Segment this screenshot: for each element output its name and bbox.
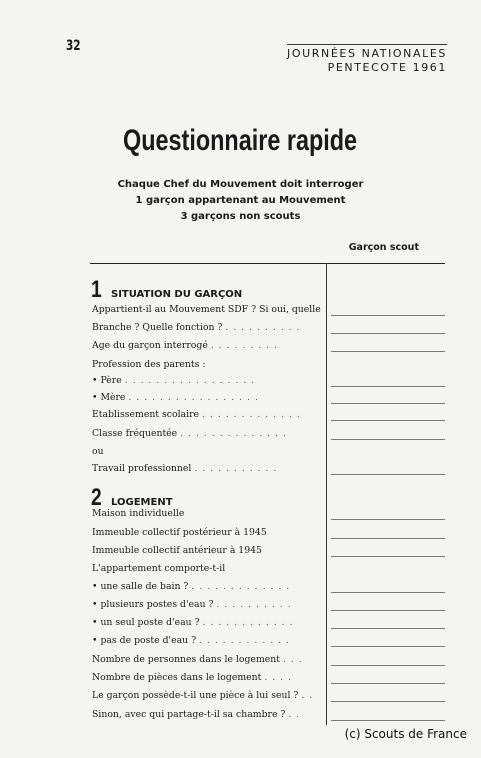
question: ou xyxy=(92,446,104,457)
answer-line[interactable] xyxy=(331,519,445,520)
page-title xyxy=(0,124,481,158)
question: Nombre de pièces dans le logement . . . . xyxy=(92,672,293,683)
answer-line[interactable] xyxy=(331,701,445,702)
question: Le garçon possède-t-il une pièce à lui seul ? . . xyxy=(92,690,314,701)
answer-line[interactable] xyxy=(331,683,445,684)
question: • un seul poste d'eau ? . . . . . . . . . . . . xyxy=(92,617,294,628)
copyright-watermark: (c) Scouts de France xyxy=(344,727,467,741)
answer-line[interactable] xyxy=(331,333,445,334)
instruction-line: 1 garçon appartenant au Mouvement xyxy=(135,195,346,206)
answer-line[interactable] xyxy=(331,556,445,557)
table-top-rule xyxy=(90,263,445,264)
question: Age du garçon interrogé . . . . . . . . . xyxy=(92,340,279,351)
question: • une salle de bain ? . . . . . . . . . . . . . xyxy=(92,581,291,592)
question: • plusieurs postes d'eau ? . . . . . . . . . . xyxy=(92,599,292,610)
question: Profession des parents : xyxy=(92,359,206,370)
question: Sinon, avec qui partage-t-il sa chambre ? . . xyxy=(92,709,301,720)
instructions xyxy=(0,177,481,225)
question: Immeuble collectif postérieur à 1945 xyxy=(92,527,267,538)
answer-line[interactable] xyxy=(331,439,445,440)
answer-line[interactable] xyxy=(331,720,445,721)
question: Appartient-il au Mouvement SDF ? Si oui, quelle xyxy=(92,304,321,315)
question: Immeuble collectif antérieur à 1945 xyxy=(92,545,262,556)
answer-line[interactable] xyxy=(331,646,445,647)
event-header xyxy=(287,44,447,75)
instruction-line: Chaque Chef du Mouvement doit interroger xyxy=(117,179,364,190)
question: Nombre de personnes dans le logement . . . xyxy=(92,654,303,665)
answer-line[interactable] xyxy=(331,665,445,666)
question: Travail professionnel . . . . . . . . . . . xyxy=(92,463,278,474)
answer-column-rule xyxy=(326,263,327,725)
page-title-text: Questionnaire rapide xyxy=(123,124,358,157)
question: • Mère . . . . . . . . . . . . . . . . . xyxy=(92,392,259,403)
event-line-2: PENTECOTE 1961 xyxy=(327,61,447,74)
question: Etablissement scolaire . . . . . . . . . . . . . xyxy=(92,409,301,420)
column-header: Garçon scout xyxy=(348,242,419,253)
answer-line[interactable] xyxy=(331,592,445,593)
question: • Père . . . . . . . . . . . . . . . . . xyxy=(92,375,256,386)
section-label: SITUATION DU GARÇON xyxy=(111,289,243,300)
section-heading xyxy=(91,276,243,303)
answer-line[interactable] xyxy=(331,610,445,611)
instruction-line: 3 garçons non scouts xyxy=(180,211,301,222)
section-number: 2 xyxy=(91,484,102,511)
section-number: 1 xyxy=(91,276,102,303)
answer-line[interactable] xyxy=(331,403,445,404)
section-heading xyxy=(91,484,173,511)
page-number: 32 xyxy=(66,38,81,54)
event-rule xyxy=(287,44,447,45)
answer-line[interactable] xyxy=(331,386,445,387)
event-line-1: JOURNÉES NATIONALES xyxy=(287,47,447,60)
question: • pas de poste d'eau ? . . . . . . . . . . . . xyxy=(92,635,291,646)
question: Branche ? Quelle fonction ? . . . . . . . . . . xyxy=(92,322,301,333)
answer-line[interactable] xyxy=(331,628,445,629)
answer-line[interactable] xyxy=(331,538,445,539)
answer-line[interactable] xyxy=(331,351,445,352)
answer-line[interactable] xyxy=(331,315,445,316)
answer-line[interactable] xyxy=(331,420,445,421)
question: Classe fréquentée . . . . . . . . . . . . . . xyxy=(92,428,287,439)
question: Maison individuelle xyxy=(92,508,185,519)
section-label: LOGEMENT xyxy=(111,497,173,508)
question: L'appartement comporte-t-il xyxy=(92,563,226,574)
answer-line[interactable] xyxy=(331,474,445,475)
